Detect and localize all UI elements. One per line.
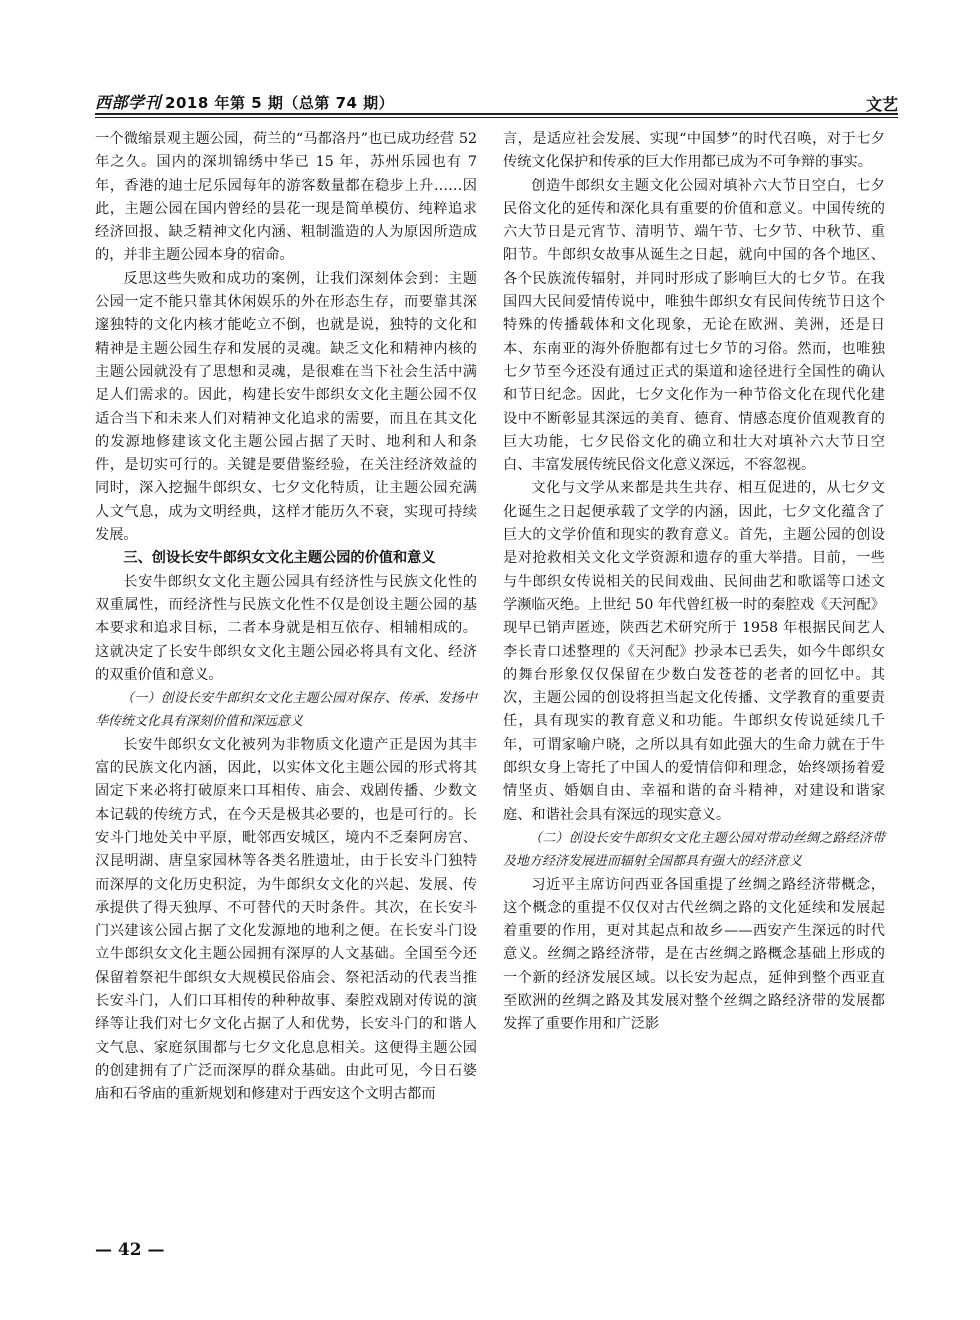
paragraph: 一个微缩景观主题公园，荷兰的“马都洛丹”也已成功经营 52 年之久。国内的深圳锦绣中华已 15 年，苏州乐园也有 7 年，香港的迪士尼乐园每年的游客数量都在稳步上升……因此，主题公园在国内曾经的昙花一现是简单模仿、纯粹追求经济回报、缺乏精神文化内涵、粗制滥造的人为原因所造成的，并非主题公园本身的宿命。 [95,131,477,264]
header-rule [95,113,898,115]
paragraph: 长安牛郎织女文化主题公园具有经济性与民族文化性的双重属性，而经济性与民族文化性不仅是创设主题公园的基本要求和追求目标，二者本身就是相互依存、相辅相成的。这就决定了长安牛郎织女文化主题公园必将具有文化、经济的双重价值和意义。 [95,573,477,683]
subsection-heading: （一）创设长安牛郎织女文化主题公园对保存、传承、发扬中华传统文化具有深刻价值和深远意义 [95,691,477,730]
subsection-heading: （二）创设长安牛郎织女文化主题公园对带动丝绸之路经济带及地方经济发展进而辐射全国都具有强大的经济意义 [503,830,885,870]
issue-info: 2018 年第 5 期（总第 74 期） [165,94,395,112]
journal-header [95,90,394,113]
journal-logo: 西部学刊 [95,93,162,112]
section-label: 文艺 [865,95,898,114]
right-column [503,128,885,1037]
paragraph: 文化与文学从来都是共生共存、相互促进的，从七夕文化诞生之日起便承载了文学的内涵，因此，七夕文化蕴含了巨大的文学价值和现实的教育意义。首先，主题公园的创设是对抢救相关文化文学资源和遗存的重大举措。目前，一些与牛郎织女传说相关的民间戏曲、民间曲艺和歌谣等口述文学濒临灭绝。上世纪 50 年代曾红极一时的秦腔戏《天河配》现早已销声匿迹，陕西艺术研究所于 1958 年根据民间艺人李长青口述整理的《天河配》抄录本已丢失，如今牛郎织女的舞台形象仅仅保留在少数白发苍苍的老者的回忆中。其次，主题公园的创设将担当起文化传播、文学教育的重要责任，具有现实的教育意义和功能。牛郎织女传说延续几千年，可谓家喻户晓，之所以具有如此强大的生命力就在于牛郎织女身上寄托了中国人的爱情信仰和理念，始终颂扬着爱情坚贞、婚姻自由、幸福和谐的奋斗精神，对建设和谐家庭、和谐社会具有深远的现实意义。 [503,480,885,823]
section-heading: 三、创设长安牛郎织女文化主题公园的价值和意义 [123,550,436,567]
page-header [95,86,898,116]
header-rule-thin [95,117,898,118]
paragraph: 习近平主席访问西亚各国重提了丝绸之路经济带概念，这个概念的重提不仅仅对古代丝绸之路的文化延续和发展起着重要的作用，更对其起点和故乡——西安产生深远的时代意义。丝绸之路经济带，是在古丝绸之路概念基础上形成的一个新的经济发展区域。以长安为起点，延伸到整个西亚直至欧洲的丝绸之路及其发展对整个丝绸之路经济带的发展都发挥了重要作用和广泛影 [503,876,885,1033]
paragraph: 长安牛郎织女文化被列为非物质文化遗产正是因为其丰富的民族文化内涵，因此，以实体文化主题公园的形式将其固定下来必将打破原来口耳相传、庙会、戏剧传播、少数文本记载的传统方式，在今天是极其必要的，也是可行的。长安斗门地处关中平原，毗邻西安城区，境内不乏秦阿房宫、汉昆明湖、唐皇家园林等各类名胜遗址，由于长安斗门独特而深厚的文化历史积淀，为牛郎织女文化的兴起、发展、传承提供了得天独厚、不可替代的天时条件。其次，在长安斗门兴建该公园占据了文化发源地的地利之便。在长安斗门设立牛郎织女文化主题公园拥有深厚的人文基础。全国至今还保留着祭祀牛郎织女大规模民俗庙会、祭祀活动的代表当推长安斗门，人们口耳相传的种种故事、秦腔戏剧对传说的演绎等让我们对七夕文化占据了人和优势，长安斗门的和谐人文气息、家庭氛围都与七夕文化息息相关。这便得主题公园的创建拥有了广泛而深厚的群众基础。由此可见，今日石婆庙和石爷庙的重新规划和修建对于西安这个文明古都而 [95,736,477,1103]
paragraph: 反思这些失败和成功的案例，让我们深刻体会到：主题公园一定不能只靠其休闲娱乐的外在形态生存，而要靠其深邃独特的文化内核才能屹立不倒，也就是说，独特的文化和精神是主题公园生存和发展的灵魂。缺乏文化和精神内核的主题公园就没有了思想和灵魂，是很难在当下社会生活中满足人们需求的。因此，构建长安牛郎织女文化主题公园不仅适合当下和未来人们对精神文化追求的需要，而且在其文化的发源地修建该文化主题公园占据了天时、地利和人和条件，是切实可行的。关键是要借鉴经验，在关注经济效益的同时，深入挖掘牛郎织女、七夕文化特质，让主题公园充满人文气息，成为文明经典，这样才能历久不衰，实现可持续发展。 [95,270,477,544]
paragraph: 言，是适应社会发展、实现“中国梦”的时代召唤，对于七夕传统文化保护和传承的巨大作用都已成为不可争辩的事实。 [503,131,885,171]
paragraph: 创造牛郎织女主题文化公园对填补六大节日空白，七夕民俗文化的延传和深化具有重要的价值和意义。中国传统的六大节日是元宵节、清明节、端午节、七夕节、中秋节、重阳节。牛郎织女故事从诞生之日起，就向中国的各个地区、各个民族流传辐射，并同时形成了影响巨大的七夕节。在我国四大民间爱情传说中，唯独牛郎织女有民间传统节日这个特殊的传播载体和文化现象，无论在欧洲、美洲，还是日本、东南亚的海外侨胞都有过七夕节的习俗。然而，也唯独七夕节至今还没有通过正式的渠道和途径进行全国性的确认和节日纪念。因此，七夕文化作为一种节俗文化在现代化建设中不断彰显其深远的美育、德育、情感态度价值观教育的巨大功能，七夕民俗文化的确立和壮大对填补六大节日空白、丰富发展传统民俗文化意义深远，不容忽视。 [503,177,885,474]
left-column [95,128,477,1106]
page-number: — 42 — [95,1240,165,1260]
